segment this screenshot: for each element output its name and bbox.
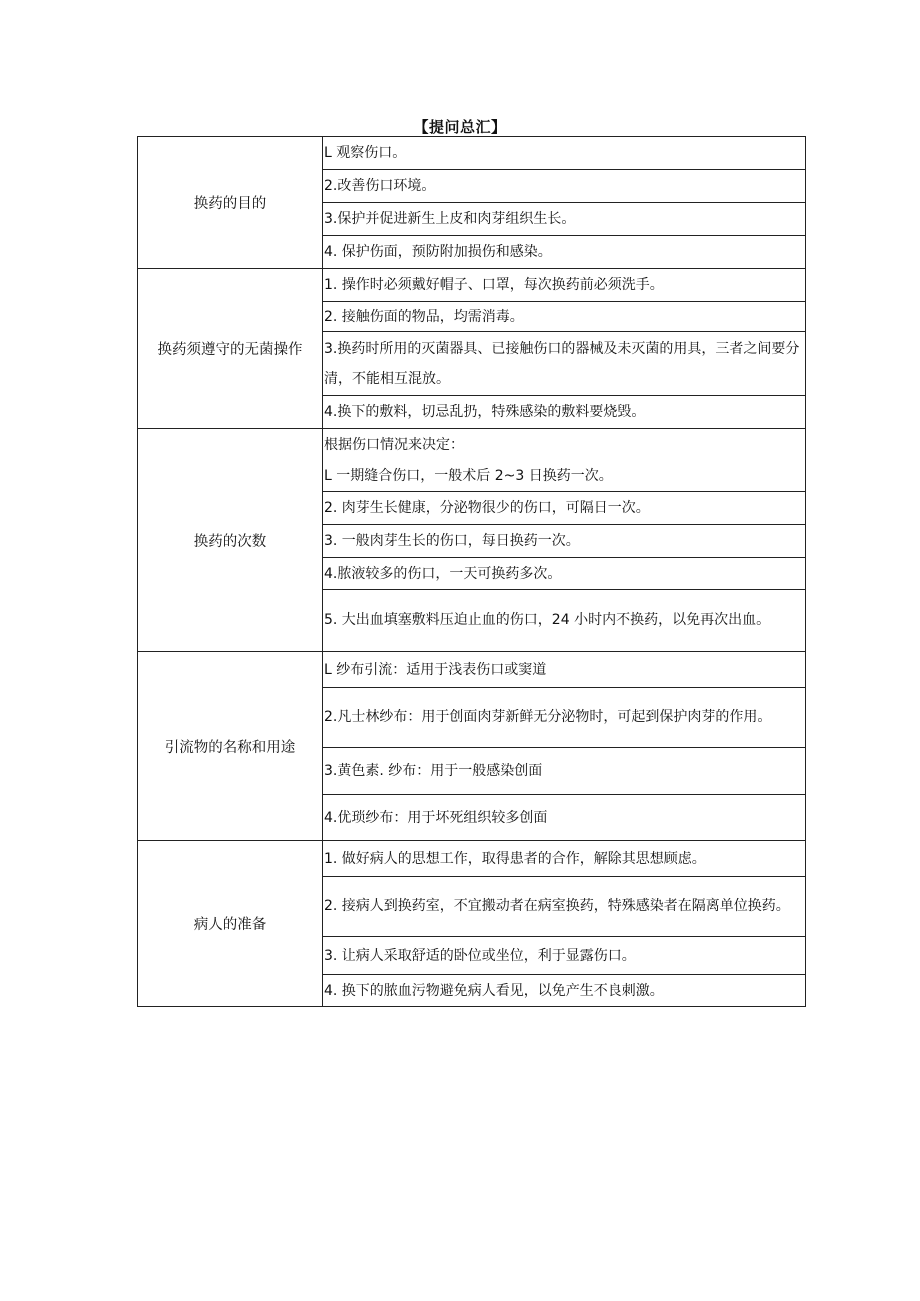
list-item: 3.换药时所用的灭菌器具、已接触伤口的器械及未灭菌的用具，三者之间要分清，不能相互混放。 [323,332,806,396]
section-patient-preparation [138,841,806,1007]
list-item: 4.换下的敷料，切忌乱扔，特殊感染的敷料要烧毁。 [323,396,806,428]
list-item: 2. 接病人到换药室，不宜搬动者在病室换药，特殊感染者在隔离单位换药。 [323,877,806,937]
items-column [323,652,806,840]
list-item: L 观察伤口。 [323,137,806,170]
list-intro: 根据伤口情况来决定： [323,429,806,461]
list-item: 2. 接触伤面的物品，均需消毒。 [323,302,806,332]
items-column [323,269,806,428]
list-item: 2.凡士林纱布：用于创面肉芽新鲜无分泌物时，可起到保护肉芽的作用。 [323,688,806,748]
list-item: 3.黄色素. 纱布：用于一般感染创面 [323,748,806,795]
list-item: 2. 肉芽生长健康，分泌物很少的伤口，可隔日一次。 [323,492,806,525]
list-item: 4. 换下的脓血污物避免病人看见，以免产生不良刺激。 [323,975,806,1006]
items-column [323,841,806,1006]
list-item: 4. 保护伤面，预防附加损伤和感染。 [323,236,806,268]
topic-cell: 换药的次数 [138,429,323,651]
list-item: 1. 做好病人的思想工作，取得患者的合作，解除其思想顾虑。 [323,841,806,877]
section-drain-types [138,652,806,841]
list-item: L 一期缝合伤口，一般术后 2~3 日换药一次。 [323,461,806,492]
list-item: 4.脓液较多的伤口，一天可换药多次。 [323,558,806,590]
qa-summary-table [137,136,806,1007]
section-dressing-frequency [138,429,806,652]
list-item: 3.保护并促进新生上皮和肉芽组织生长。 [323,203,806,236]
list-item: 3. 让病人采取舒适的卧位或坐位，利于显露伤口。 [323,937,806,975]
items-column [323,137,806,268]
list-item: 3. 一般肉芽生长的伤口，每日换药一次。 [323,525,806,558]
list-item: L 纱布引流：适用于浅表伤口或窦道 [323,652,806,688]
document-title: 【提问总汇】 [413,118,507,136]
section-aseptic-rules [138,269,806,429]
section-dressing-purpose [138,137,806,269]
list-item: 5. 大出血填塞敷料压迫止血的伤口，24 小时内不换药，以免再次出血。 [323,590,806,651]
items-column [323,429,806,651]
list-item: 2.改善伤口环境。 [323,170,806,203]
list-item: 1. 操作时必须戴好帽子、口罩，每次换药前必须洗手。 [323,269,806,302]
topic-cell: 换药的目的 [138,137,323,268]
topic-cell: 病人的准备 [138,841,323,1006]
list-item: 4.优琐纱布：用于坏死组织较多创面 [323,795,806,840]
topic-cell: 换药须遵守的无菌操作 [138,269,323,428]
topic-cell: 引流物的名称和用途 [138,652,323,840]
